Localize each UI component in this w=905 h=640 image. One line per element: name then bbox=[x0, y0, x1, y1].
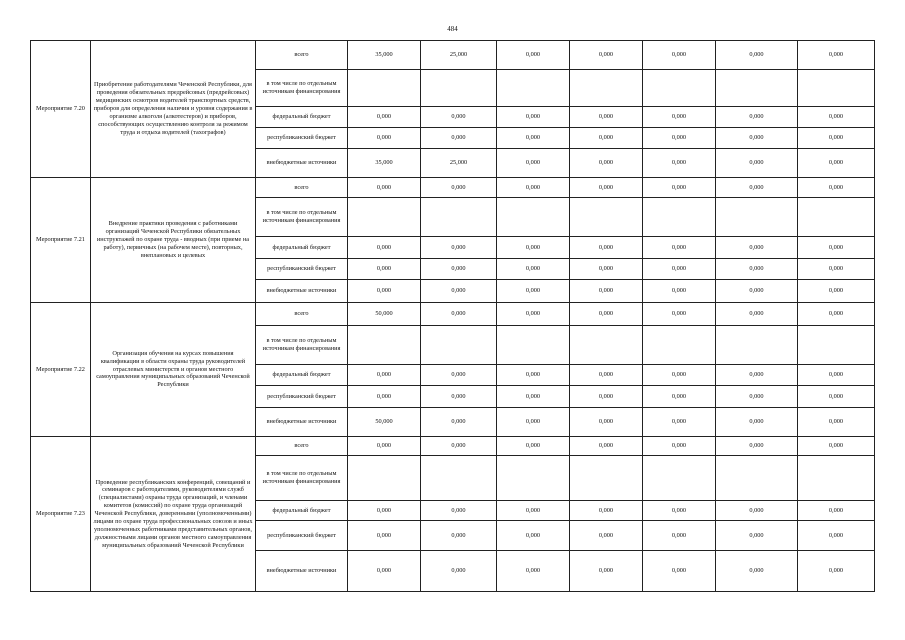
funding-value-cell: 0,000 bbox=[643, 107, 716, 128]
funding-source-label: федеральный бюджет bbox=[256, 237, 348, 259]
funding-value-cell: 0,000 bbox=[497, 280, 570, 303]
measure-code: Мероприятие 7.21 bbox=[31, 178, 91, 303]
funding-value-cell: 0,000 bbox=[798, 437, 875, 456]
funding-value-cell bbox=[716, 70, 798, 107]
funding-value-cell: 0,000 bbox=[497, 259, 570, 280]
funding-value-cell: 0,000 bbox=[421, 259, 497, 280]
funding-value-cell: 0,000 bbox=[497, 41, 570, 70]
funding-source-label: республиканский бюджет bbox=[256, 521, 348, 551]
funding-value-cell: 0,000 bbox=[716, 408, 798, 437]
funding-value-cell bbox=[716, 456, 798, 501]
funding-value-cell: 0,000 bbox=[716, 521, 798, 551]
funding-value-cell bbox=[643, 70, 716, 107]
funding-value-cell: 0,000 bbox=[497, 437, 570, 456]
funding-value-cell: 0,000 bbox=[348, 365, 421, 386]
funding-value-cell bbox=[497, 70, 570, 107]
page-number: 484 bbox=[447, 25, 458, 33]
funding-value-cell: 0,000 bbox=[643, 551, 716, 592]
funding-source-label: внебюджетные источники bbox=[256, 280, 348, 303]
funding-value-cell: 0,000 bbox=[716, 386, 798, 408]
funding-value-cell bbox=[421, 326, 497, 365]
funding-value-cell bbox=[497, 326, 570, 365]
budget-table bbox=[30, 40, 875, 592]
funding-value-cell: 0,000 bbox=[798, 237, 875, 259]
funding-value-cell: 35,000 bbox=[348, 41, 421, 70]
funding-value-cell: 0,000 bbox=[798, 280, 875, 303]
funding-value-cell: 0,000 bbox=[348, 521, 421, 551]
funding-value-cell bbox=[798, 70, 875, 107]
funding-source-label: внебюджетные источники bbox=[256, 408, 348, 437]
funding-value-cell: 0,000 bbox=[570, 365, 643, 386]
funding-value-cell: 0,000 bbox=[497, 107, 570, 128]
table-row bbox=[31, 437, 875, 456]
funding-value-cell: 0,000 bbox=[348, 178, 421, 198]
funding-value-cell: 35,000 bbox=[348, 149, 421, 178]
funding-value-cell: 0,000 bbox=[643, 386, 716, 408]
funding-value-cell: 0,000 bbox=[570, 237, 643, 259]
funding-value-cell: 0,000 bbox=[716, 303, 798, 326]
table-row bbox=[31, 41, 875, 70]
funding-value-cell bbox=[421, 198, 497, 237]
funding-value-cell: 0,000 bbox=[421, 303, 497, 326]
funding-value-cell bbox=[348, 326, 421, 365]
funding-value-cell: 0,000 bbox=[497, 178, 570, 198]
funding-value-cell: 0,000 bbox=[570, 501, 643, 521]
funding-value-cell: 0,000 bbox=[570, 551, 643, 592]
funding-value-cell: 0,000 bbox=[497, 501, 570, 521]
funding-value-cell: 0,000 bbox=[798, 41, 875, 70]
funding-value-cell bbox=[643, 326, 716, 365]
funding-value-cell: 0,000 bbox=[421, 128, 497, 149]
funding-source-label: всего bbox=[256, 178, 348, 198]
measure-code: Мероприятие 7.20 bbox=[31, 41, 91, 178]
funding-value-cell: 0,000 bbox=[497, 365, 570, 386]
measure-description: Проведение республиканских конференций, совещаний и семинаров с работодателями, руководителями служб (специалистами) охраны труда организаций, и членами комитетов (комиссий) по охране труда организаций Чеченской Республики, доверенными (уполномоченными) лицами по охране труда профессиональных союзов и иных уполномоченных работниками представительных органов, должностными лицами органов местного самоуправления муниципальных образований Чеченской Республики bbox=[91, 437, 256, 592]
funding-value-cell bbox=[348, 198, 421, 237]
funding-value-cell: 0,000 bbox=[643, 178, 716, 198]
table-row bbox=[31, 303, 875, 326]
funding-value-cell: 0,000 bbox=[421, 237, 497, 259]
funding-value-cell: 0,000 bbox=[348, 437, 421, 456]
funding-value-cell: 0,000 bbox=[570, 128, 643, 149]
funding-value-cell: 0,000 bbox=[421, 386, 497, 408]
funding-value-cell: 0,000 bbox=[798, 259, 875, 280]
measure-description: Организация обучения на курсах повышения квалификации в области охраны труда руководителей отраслевых министерств и органов местного самоуправления муниципальных образований Чеченской Республики bbox=[91, 303, 256, 437]
funding-value-cell: 0,000 bbox=[570, 521, 643, 551]
funding-value-cell bbox=[570, 456, 643, 501]
funding-value-cell bbox=[716, 326, 798, 365]
funding-value-cell: 0,000 bbox=[497, 303, 570, 326]
funding-value-cell: 0,000 bbox=[798, 521, 875, 551]
funding-source-label: внебюджетные источники bbox=[256, 551, 348, 592]
funding-value-cell: 0,000 bbox=[716, 365, 798, 386]
funding-value-cell: 0,000 bbox=[716, 107, 798, 128]
measure-code: Мероприятие 7.22 bbox=[31, 303, 91, 437]
funding-value-cell: 0,000 bbox=[798, 178, 875, 198]
funding-value-cell bbox=[348, 70, 421, 107]
funding-value-cell: 0,000 bbox=[348, 107, 421, 128]
funding-value-cell bbox=[348, 456, 421, 501]
funding-value-cell: 0,000 bbox=[570, 386, 643, 408]
funding-value-cell: 0,000 bbox=[798, 107, 875, 128]
funding-source-label: в том числе по отдельным источникам финансирования bbox=[256, 70, 348, 107]
funding-value-cell: 0,000 bbox=[798, 551, 875, 592]
funding-source-label: всего bbox=[256, 303, 348, 326]
funding-value-cell bbox=[570, 326, 643, 365]
funding-source-label: в том числе по отдельным источникам финансирования bbox=[256, 456, 348, 501]
funding-value-cell: 0,000 bbox=[643, 128, 716, 149]
funding-value-cell: 0,000 bbox=[798, 365, 875, 386]
table-row bbox=[31, 178, 875, 198]
funding-source-label: республиканский бюджет bbox=[256, 259, 348, 280]
funding-value-cell bbox=[643, 198, 716, 237]
funding-value-cell: 0,000 bbox=[570, 149, 643, 178]
funding-value-cell bbox=[421, 456, 497, 501]
funding-value-cell: 0,000 bbox=[643, 501, 716, 521]
funding-value-cell: 0,000 bbox=[421, 178, 497, 198]
funding-value-cell: 0,000 bbox=[798, 501, 875, 521]
funding-value-cell: 0,000 bbox=[348, 386, 421, 408]
funding-value-cell: 0,000 bbox=[643, 259, 716, 280]
funding-value-cell: 0,000 bbox=[716, 178, 798, 198]
funding-source-label: всего bbox=[256, 41, 348, 70]
funding-value-cell: 0,000 bbox=[643, 437, 716, 456]
funding-value-cell bbox=[570, 70, 643, 107]
funding-value-cell: 0,000 bbox=[643, 303, 716, 326]
funding-value-cell: 0,000 bbox=[716, 437, 798, 456]
funding-value-cell: 0,000 bbox=[643, 237, 716, 259]
funding-value-cell: 0,000 bbox=[798, 408, 875, 437]
funding-value-cell: 0,000 bbox=[497, 128, 570, 149]
funding-source-label: всего bbox=[256, 437, 348, 456]
funding-value-cell: 0,000 bbox=[716, 149, 798, 178]
funding-value-cell: 0,000 bbox=[570, 107, 643, 128]
funding-value-cell bbox=[421, 70, 497, 107]
funding-value-cell: 0,000 bbox=[570, 41, 643, 70]
funding-value-cell: 0,000 bbox=[570, 259, 643, 280]
funding-value-cell: 0,000 bbox=[643, 280, 716, 303]
funding-value-cell: 0,000 bbox=[421, 280, 497, 303]
funding-value-cell: 0,000 bbox=[421, 437, 497, 456]
funding-source-label: в том числе по отдельным источникам финансирования bbox=[256, 198, 348, 237]
funding-source-label: федеральный бюджет bbox=[256, 107, 348, 128]
funding-value-cell: 0,000 bbox=[497, 408, 570, 437]
funding-value-cell: 0,000 bbox=[798, 149, 875, 178]
funding-value-cell bbox=[497, 198, 570, 237]
funding-value-cell: 0,000 bbox=[716, 259, 798, 280]
funding-value-cell: 0,000 bbox=[497, 386, 570, 408]
funding-value-cell bbox=[570, 198, 643, 237]
funding-source-label: республиканский бюджет bbox=[256, 386, 348, 408]
funding-value-cell: 0,000 bbox=[716, 128, 798, 149]
funding-value-cell: 0,000 bbox=[643, 365, 716, 386]
funding-value-cell: 0,000 bbox=[497, 149, 570, 178]
funding-value-cell: 25,000 bbox=[421, 149, 497, 178]
funding-value-cell: 0,000 bbox=[348, 551, 421, 592]
funding-source-label: федеральный бюджет bbox=[256, 501, 348, 521]
funding-value-cell: 50,000 bbox=[348, 303, 421, 326]
funding-value-cell: 0,000 bbox=[570, 437, 643, 456]
funding-value-cell: 0,000 bbox=[421, 521, 497, 551]
funding-source-label: внебюджетные источники bbox=[256, 149, 348, 178]
funding-value-cell: 0,000 bbox=[570, 178, 643, 198]
funding-value-cell: 0,000 bbox=[716, 41, 798, 70]
funding-value-cell: 0,000 bbox=[570, 408, 643, 437]
funding-value-cell: 0,000 bbox=[348, 280, 421, 303]
funding-source-label: федеральный бюджет bbox=[256, 365, 348, 386]
funding-value-cell: 0,000 bbox=[497, 237, 570, 259]
funding-value-cell: 0,000 bbox=[798, 128, 875, 149]
funding-value-cell: 0,000 bbox=[716, 237, 798, 259]
funding-value-cell: 0,000 bbox=[348, 501, 421, 521]
funding-value-cell bbox=[497, 456, 570, 501]
funding-value-cell: 0,000 bbox=[421, 365, 497, 386]
funding-value-cell: 0,000 bbox=[570, 280, 643, 303]
funding-value-cell: 0,000 bbox=[421, 551, 497, 592]
funding-value-cell: 0,000 bbox=[643, 521, 716, 551]
funding-value-cell: 0,000 bbox=[421, 501, 497, 521]
funding-value-cell bbox=[798, 326, 875, 365]
funding-value-cell: 0,000 bbox=[348, 237, 421, 259]
funding-value-cell: 0,000 bbox=[716, 501, 798, 521]
funding-value-cell: 0,000 bbox=[643, 149, 716, 178]
funding-value-cell: 0,000 bbox=[716, 551, 798, 592]
measure-description: Внедрение практики проведения с работниками организаций Чеченской Республики обязательных инструктажей по охране труда - вводных (при приеме на работу), первичных (на рабочем месте), повторных, внеплановых и целевых bbox=[91, 178, 256, 303]
funding-value-cell: 25,000 bbox=[421, 41, 497, 70]
measure-description: Приобретение работодателями Чеченской Республики, для проведения обязательных предрейсовых (предрейсовых) медицинских осмотров водителей транспортных средств, приборов для определения наличия и уровня содержания в организме алкоголя (алкотестеров) и приборов, способствующих осуществлению контроля за режимом труда и отдыха водителей (тахографов) bbox=[91, 41, 256, 178]
funding-source-label: республиканский бюджет bbox=[256, 128, 348, 149]
funding-value-cell: 0,000 bbox=[798, 303, 875, 326]
funding-value-cell: 0,000 bbox=[570, 303, 643, 326]
funding-value-cell: 0,000 bbox=[348, 259, 421, 280]
funding-value-cell: 0,000 bbox=[421, 408, 497, 437]
funding-value-cell: 0,000 bbox=[798, 386, 875, 408]
funding-value-cell: 0,000 bbox=[643, 408, 716, 437]
funding-value-cell: 50,000 bbox=[348, 408, 421, 437]
funding-value-cell: 0,000 bbox=[421, 107, 497, 128]
measure-code: Мероприятие 7.23 bbox=[31, 437, 91, 592]
funding-value-cell: 0,000 bbox=[716, 280, 798, 303]
funding-value-cell: 0,000 bbox=[497, 521, 570, 551]
funding-value-cell bbox=[798, 198, 875, 237]
funding-value-cell: 0,000 bbox=[643, 41, 716, 70]
funding-value-cell bbox=[643, 456, 716, 501]
funding-source-label: в том числе по отдельным источникам финансирования bbox=[256, 326, 348, 365]
funding-value-cell: 0,000 bbox=[497, 551, 570, 592]
funding-value-cell bbox=[798, 456, 875, 501]
funding-value-cell bbox=[716, 198, 798, 237]
funding-value-cell: 0,000 bbox=[348, 128, 421, 149]
